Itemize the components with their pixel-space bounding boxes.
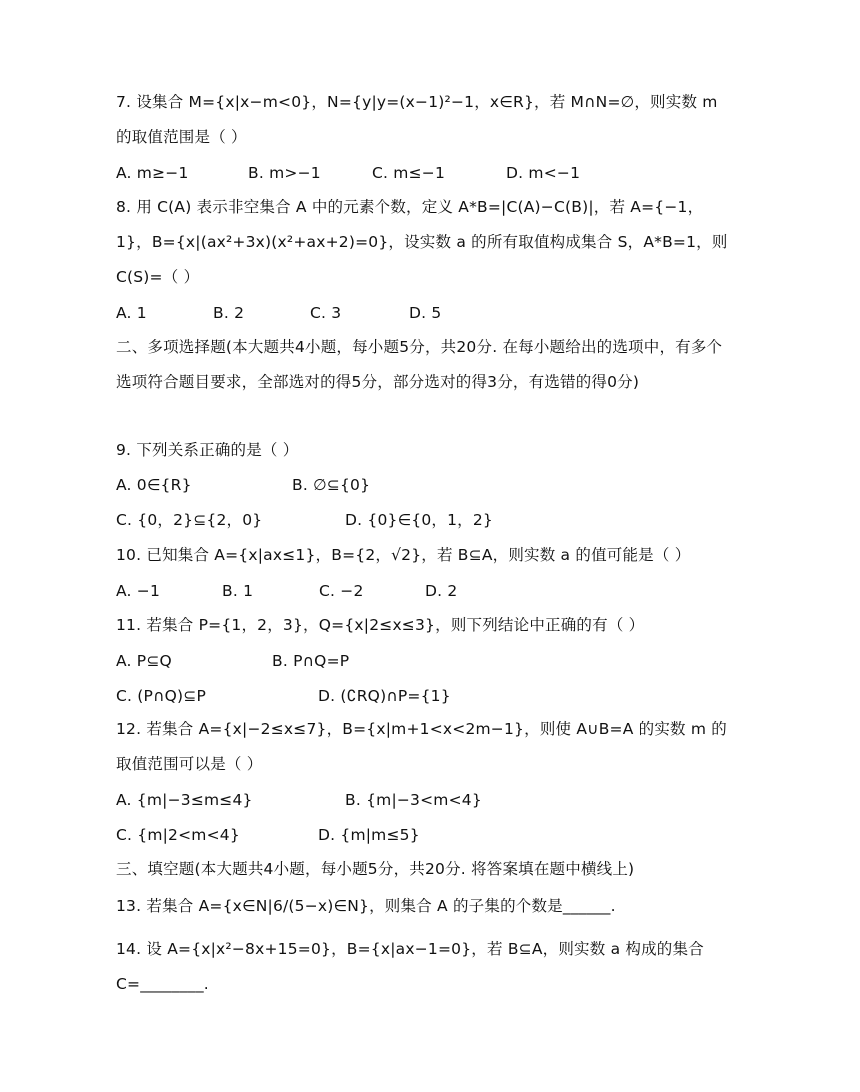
q7-stem: 7. 设集合 M={x|x−m<0}，N={y|y=(x−1)²−1，x∈R}，若 M∩N=∅，则实数 m 的取值范围是（ ） [116, 93, 718, 146]
q8-option-b[interactable]: B. 2 [213, 304, 245, 322]
q8-option-c[interactable]: C. 3 [310, 304, 342, 322]
q11-option-d[interactable]: D. (∁RQ)∩P={1} [318, 687, 451, 705]
q9-option-d[interactable]: D. {0}∈{0，1，2} [345, 511, 493, 529]
q12-stem: 12. 若集合 A={x|−2≤x≤7}，B={x|m+1<x<2m−1}，则使 A∪B=A 的实数 m 的取值范围可以是（ ） [116, 720, 727, 773]
q11-option-c[interactable]: C. (P∩Q)⊆P [116, 687, 206, 705]
q9-stem: 9. 下列关系正确的是（ ） [116, 441, 299, 459]
q10-option-a[interactable]: A. −1 [116, 582, 161, 600]
q8-stem: 8. 用 C(A) 表示非空集合 A 中的元素个数，定义 A*B=|C(A)−C(B)|，若 A={−1，1}，B={x|(ax²+3x)(x²+ax+2)=0}，设实数 a 的所有取值构成集合 S，A*B=1，则 C(S)=（ ） [116, 198, 728, 286]
q14-stem: 14. 设 A={x|x²−8x+15=0}，B={x|ax−1=0}，若 B⊆A，则实数 a 构成的集合 C=________. [116, 940, 704, 993]
q7-option-a[interactable]: A. m≥−1 [116, 164, 189, 182]
q12-option-d[interactable]: D. {m|m≤5} [318, 826, 420, 844]
q10-option-d[interactable]: D. 2 [425, 582, 458, 600]
q12-option-b[interactable]: B. {m|−3<m<4} [345, 791, 482, 809]
q11-option-a[interactable]: A. P⊆Q [116, 652, 172, 670]
section2-header: 二、多项选择题(本大题共4小题，每小题5分，共20分. 在每小题给出的选项中，有多个选项符合题目要求，全部选对的得5分，部分选对的得3分，有选错的得0分) [116, 338, 723, 391]
q10-stem: 10. 已知集合 A={x|ax≤1}，B={2，√2}，若 B⊆A，则实数 a 的值可能是（ ） [116, 546, 691, 564]
q7-option-b[interactable]: B. m>−1 [248, 164, 321, 182]
q10-option-b[interactable]: B. 1 [222, 582, 254, 600]
q8-option-a[interactable]: A. 1 [116, 304, 147, 322]
q12-option-c[interactable]: C. {m|2<m<4} [116, 826, 240, 844]
q7-option-d[interactable]: D. m<−1 [506, 164, 581, 182]
q11-option-b[interactable]: B. P∩Q=P [272, 652, 350, 670]
section3-header: 三、填空题(本大题共4小题，每小题5分，共20分. 将答案填在题中横线上) [116, 860, 635, 878]
q9-option-a[interactable]: A. 0∈{R} [116, 476, 192, 494]
q7-option-c[interactable]: C. m≤−1 [372, 164, 446, 182]
q9-option-b[interactable]: B. ∅⊆{0} [292, 476, 371, 494]
q13-stem: 13. 若集合 A={x∈N|6/(5−x)∈N}，则集合 A 的子集的个数是______. [116, 897, 616, 915]
q9-option-c[interactable]: C. {0，2}⊆{2，0} [116, 511, 263, 529]
q8-option-d[interactable]: D. 5 [409, 304, 442, 322]
q11-stem: 11. 若集合 P={1，2，3}，Q={x|2≤x≤3}，则下列结论中正确的有（ ） [116, 616, 645, 634]
q10-option-c[interactable]: C. −2 [319, 582, 364, 600]
q12-option-a[interactable]: A. {m|−3≤m≤4} [116, 791, 253, 809]
